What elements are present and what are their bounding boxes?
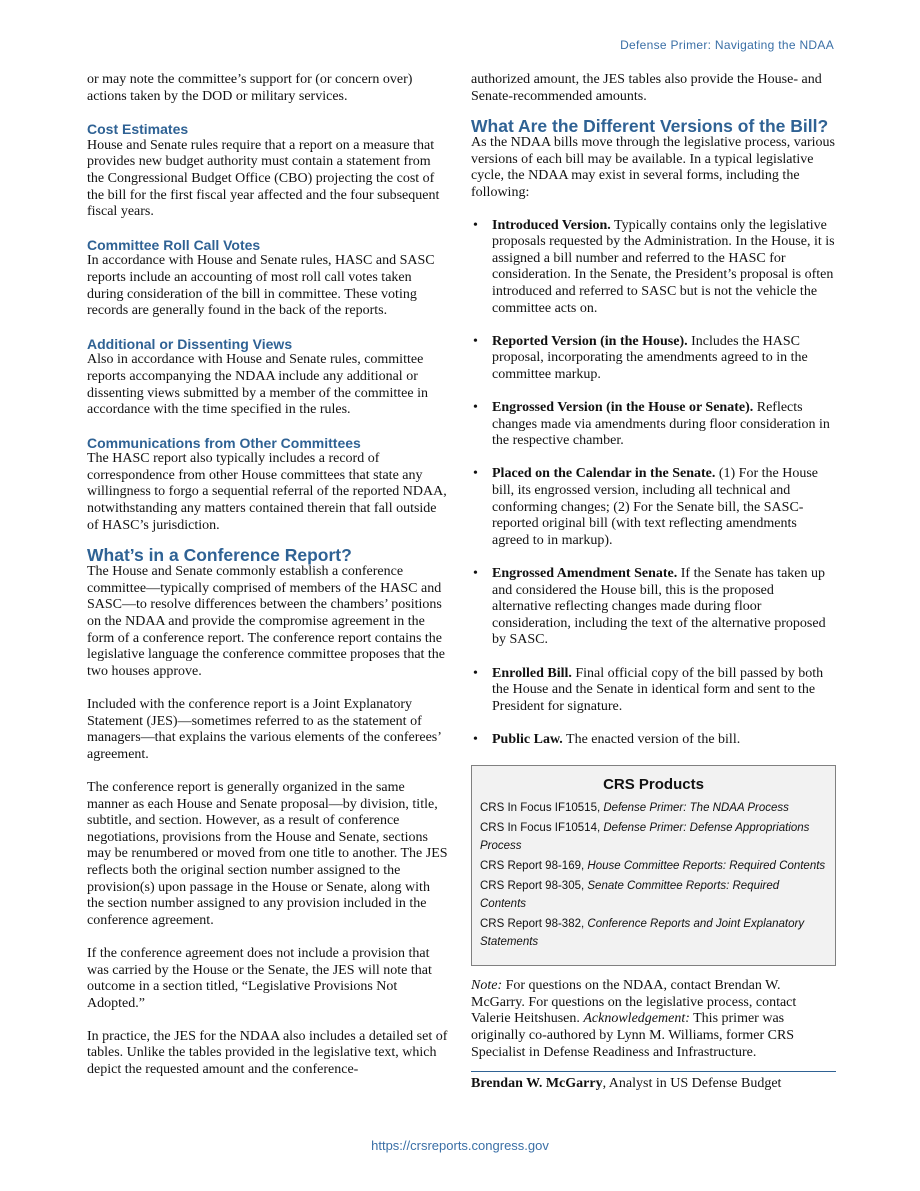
bullet: • (473, 217, 478, 233)
note-label: Note: (471, 978, 503, 994)
version-term: Engrossed Version (in the House or Senate). (492, 400, 754, 416)
version-term: Introduced Version. (492, 217, 611, 233)
product-title: Defense Primer: Defense Appropriations Process (480, 822, 810, 853)
intro-paragraph: or may note the committee’s support for (or concern over) actions taken by the DOD or military services. (87, 72, 413, 104)
list-item (471, 334, 836, 384)
acknowledgement-label: Acknowledgement: (583, 1011, 690, 1027)
author-name: Brendan W. McGarry (471, 1076, 603, 1092)
product-id: CRS Report 98-169, (480, 860, 588, 873)
crs-product-item[interactable] (480, 819, 827, 855)
right-intro-paragraph: authorized amount, the JES tables also provide the House- and Senate-recommended amounts. (471, 72, 822, 104)
version-term: Engrossed Amendment Senate. (492, 566, 678, 582)
crs-product-item[interactable] (480, 877, 827, 913)
roll-call-heading: Committee Roll Call Votes (87, 236, 261, 253)
version-term: Placed on the Calendar in the Senate. (492, 466, 716, 482)
running-header: Defense Primer: Navigating the NDAA (620, 38, 834, 52)
roll-call-text: In accordance with House and Senate rules, HASC and SASC reports include an accounting of most roll call votes taken during consideration of the bill in committee. These voting records are generally found in the back of the reports. (87, 253, 435, 319)
list-item (471, 466, 836, 549)
list-item (471, 566, 836, 649)
product-id: CRS Report 98-305, (480, 880, 588, 893)
list-item (471, 666, 836, 716)
bullet: • (473, 731, 478, 747)
author-divider (471, 1071, 836, 1072)
product-title: House Committee Reports: Required Contents (587, 860, 826, 873)
left-column (87, 72, 449, 1079)
product-id: CRS In Focus IF10515, (480, 802, 604, 815)
product-id: CRS Report 98-382, (480, 918, 588, 931)
version-term: Public Law. (492, 731, 563, 747)
cost-estimates-text: House and Senate rules require that a report on a measure that provides new budget authority must contain a statement from the Congressional Budget Office (CBO) projecting the cost of the bill for the first fiscal year affected and the four subsequent fiscal years. (87, 137, 440, 220)
versions-list (471, 218, 836, 749)
product-title: Defense Primer: The NDAA Process (603, 802, 789, 815)
note-paragraph (471, 978, 836, 1061)
acknowledgement-text: This primer was originally co-authored by Lynn M. Williams, former CRS Specialist in Defense Readiness and Infrastructure. (471, 1011, 795, 1060)
version-text: The enacted version of the bill. (562, 731, 741, 747)
author-line (471, 1076, 836, 1093)
bullet: • (473, 333, 478, 349)
communications-text: The HASC report also typically includes a record of correspondence from other House committees that state any willingness to forgo a sequential referral of the reported NDAA, notwithstanding any matters contained therein that fall outside of HASC’s jurisdiction. (87, 451, 447, 533)
version-text: Includes the HASC proposal, incorporating the amendments agreed to in the committee markup. (492, 333, 808, 382)
version-term: Enrolled Bill. (492, 665, 572, 681)
author-title: , Analyst in US Defense Budget (602, 1076, 782, 1092)
crs-products-title: CRS Products (603, 776, 704, 794)
version-text: Typically contains only the legislative proposals requested by the Administration. In the House, it is assigned a bill number and referred to the HASC for consideration. In the Senate, the President’s proposal is often introduced and referred to SASC but is not the vehicle the committee acts on. (492, 217, 835, 316)
conference-paragraph-3: The conference report is generally organized in the same manner as each House and Senate proposal—by division, title, subtitle, and section. However, as a result of conference negotiations, provisions from the House and Senate, sections may be renumbered or moved from one title to another. The JES reflects both the original section number assigned to the provision(s) upon passage in the House or Senate, along with the section number assigned to any provision included in the conference agreement. (87, 779, 448, 928)
list-item (471, 732, 836, 749)
bullet: • (473, 400, 478, 416)
product-title: Senate Committee Reports: Required Contents (480, 880, 780, 911)
conference-paragraph-2: Included with the conference report is a Joint Explanatory Statement (JES)—sometimes referred to as the statement of managers—that explains the various elements of the conferees’ agreement. (87, 697, 441, 762)
version-term: Reported Version (in the House). (492, 333, 688, 349)
communications-heading: Communications from Other Committees (87, 434, 361, 451)
bullet: • (473, 566, 478, 582)
conference-paragraph-5: In practice, the JES for the NDAA also includes a detailed set of tables. Unlike the tables provided in the legislative text, which depict the requested amount and the conference- (87, 1028, 448, 1078)
note-text: For questions on the NDAA, contact Brendan W. McGarry. For questions on the legislative process, contact Valerie Heitshusen. (471, 978, 797, 1027)
versions-heading: What Are the Different Versions of the Bill? (471, 116, 829, 137)
conference-paragraph-4: If the conference agreement does not include a provision that was carried by the House or the Senate, the JES will note that outcome in a section titled, “Legislative Provisions Not Adopted.” (87, 945, 432, 1011)
bullet: • (473, 466, 478, 482)
conference-paragraph-1: The House and Senate commonly establish a conference committee—typically comprised of members of the HASC and SASC—to resolve differences between the chambers’ positions on the NDAA and provide the compromise agreement in the form of a conference report. The conference report contains the legislative language the conference committee proposes that the two houses approve. (87, 564, 446, 679)
crs-product-item[interactable] (480, 799, 827, 817)
version-text: Final official copy of the bill passed by both the House and the Senate in identical form and sent to the President for signature. (492, 665, 824, 714)
product-id: CRS In Focus IF10514, (480, 822, 604, 835)
versions-intro: As the NDAA bills move through the legislative process, various versions of each bill may be available. In a typical legislative cycle, the NDAA may exist in several forms, including the following: (471, 135, 835, 200)
crs-product-item[interactable] (480, 857, 827, 875)
views-text: Also in accordance with House and Senate rules, committee reports accompanying the NDAA include any additional or dissenting views submitted by a member of the committee in accordance with the time specified in the rules. (87, 352, 428, 418)
product-title: Conference Reports and Joint Explanatory Statements (480, 918, 805, 949)
crs-product-item[interactable] (480, 915, 827, 951)
list-item (471, 218, 836, 318)
footer-url[interactable]: https://crsreports.congress.gov (371, 1138, 549, 1153)
crs-products-box (471, 765, 836, 966)
list-item (471, 400, 836, 450)
right-column (471, 72, 836, 1093)
bullet: • (473, 665, 478, 681)
version-text: If the Senate has taken up and considered the House bill, this is the proposed alternative reflecting changes made during floor consideration, including the text of the alternative proposed by SASC. (492, 566, 826, 648)
conference-report-heading: What’s in a Conference Report? (87, 545, 352, 566)
version-text: Reflects changes made via amendments during floor consideration in the respective chamber. (492, 400, 830, 449)
version-text: (1) For the House bill, its engrossed version, including all technical and conforming changes; (2) For the Senate bill, the SASC-reported original bill (with text reflecting amendments agreed to in markup). (492, 466, 819, 548)
views-heading: Additional or Dissenting Views (87, 335, 293, 352)
cost-estimates-heading: Cost Estimates (87, 121, 189, 138)
